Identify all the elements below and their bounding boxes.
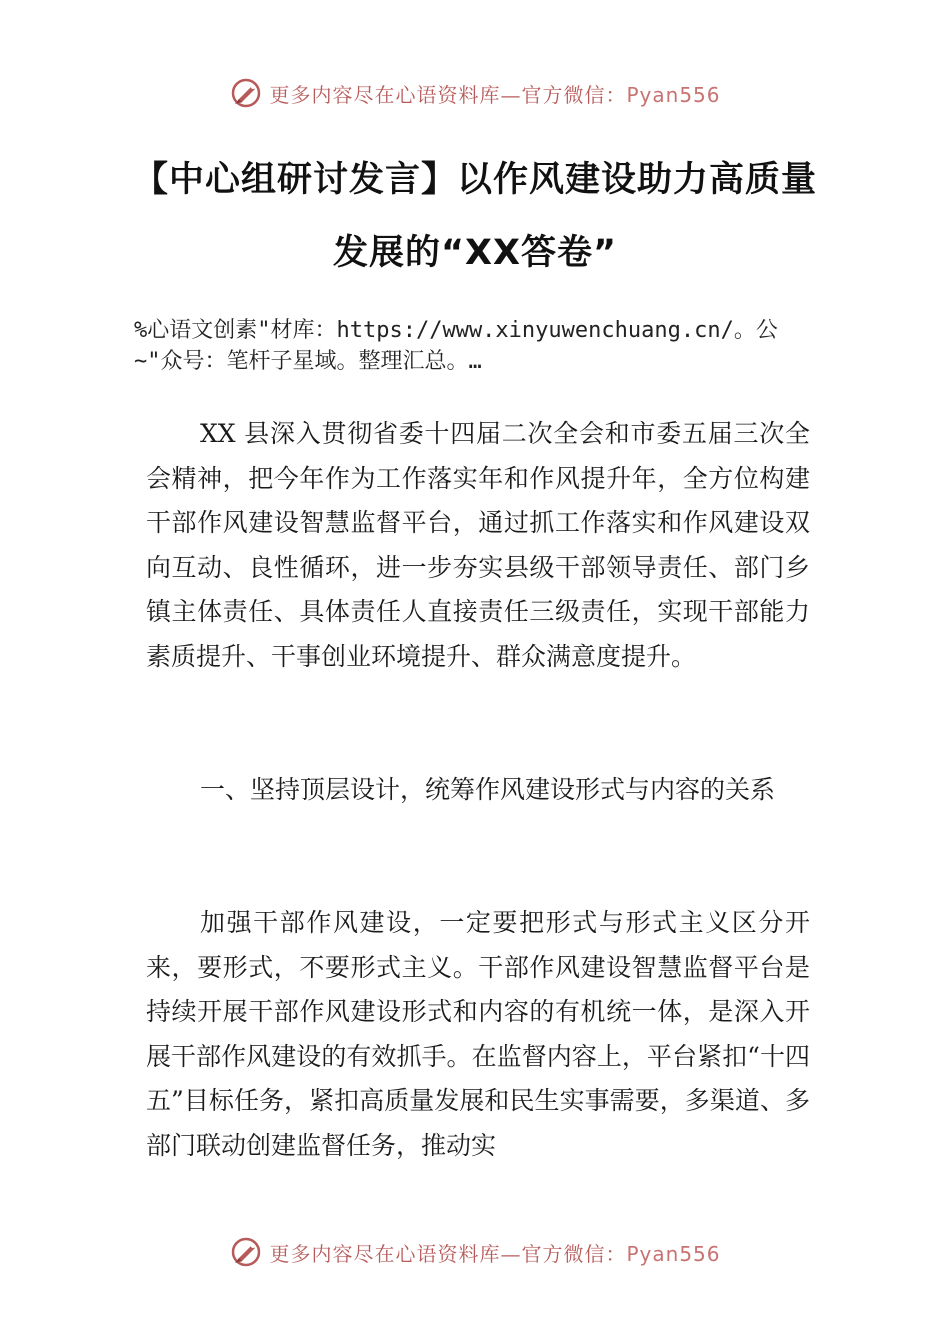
header-banner — [0, 73, 950, 113]
wechat-id: Pyan556 — [626, 1241, 721, 1266]
wechat-id: Pyan556 — [626, 82, 721, 107]
doc-title-line-1: 【中心组研讨发言】以作风建设助力高质量 — [132, 160, 817, 200]
body-paragraph-section-1: 加强干部作风建设，一定要把形式与形式主义区分开来，要形式，不要形式主义。干部作风建设智慧监督平台是持续开展干部作风建设形式和内容的有机统一体，是深入开展干部作风建设的有效抓手。在监督内容上，平台紧扣“十四五”目标任务，紧扣高质量发展和民生实事需要，多渠道、多部门联动创建监督任务，推动实 — [146, 908, 810, 1160]
section-heading-1: 一、坚持顶层设计，统筹作风建设形式与内容的关系 — [200, 775, 776, 804]
pen-logo-icon — [229, 76, 263, 110]
source-line-2: ~"众号：笔杆子星域。整理汇总。… — [134, 349, 482, 374]
footer-banner — [0, 1232, 950, 1272]
source-line-1: %心语文创素"材库：https://www.xinyuwenchuang.cn/。公 — [134, 318, 778, 343]
banner-text: 更多内容尽在心语资料库—官方微信：Pyan556 — [269, 1241, 721, 1266]
pen-logo-icon — [229, 1235, 263, 1269]
doc-title-line-2: 发展的“XX答卷” — [333, 233, 617, 273]
body-paragraph-intro: XX 县深入贯彻省委十四届二次全会和市委五届三次全会精神，把今年作为工作落实年和作风提升年，全方位构建干部作风建设智慧监督平台，通过抓工作落实和作风建设双向互动、良性循环，进一步夯实县级干部领导责任、部门乡镇主体责任、具体责任人直接责任三级责任，实现干部能力素质提升、干事创业环境提升、群众满意度提升。 — [146, 419, 810, 671]
banner-text: 更多内容尽在心语资料库—官方微信：Pyan556 — [269, 82, 721, 107]
